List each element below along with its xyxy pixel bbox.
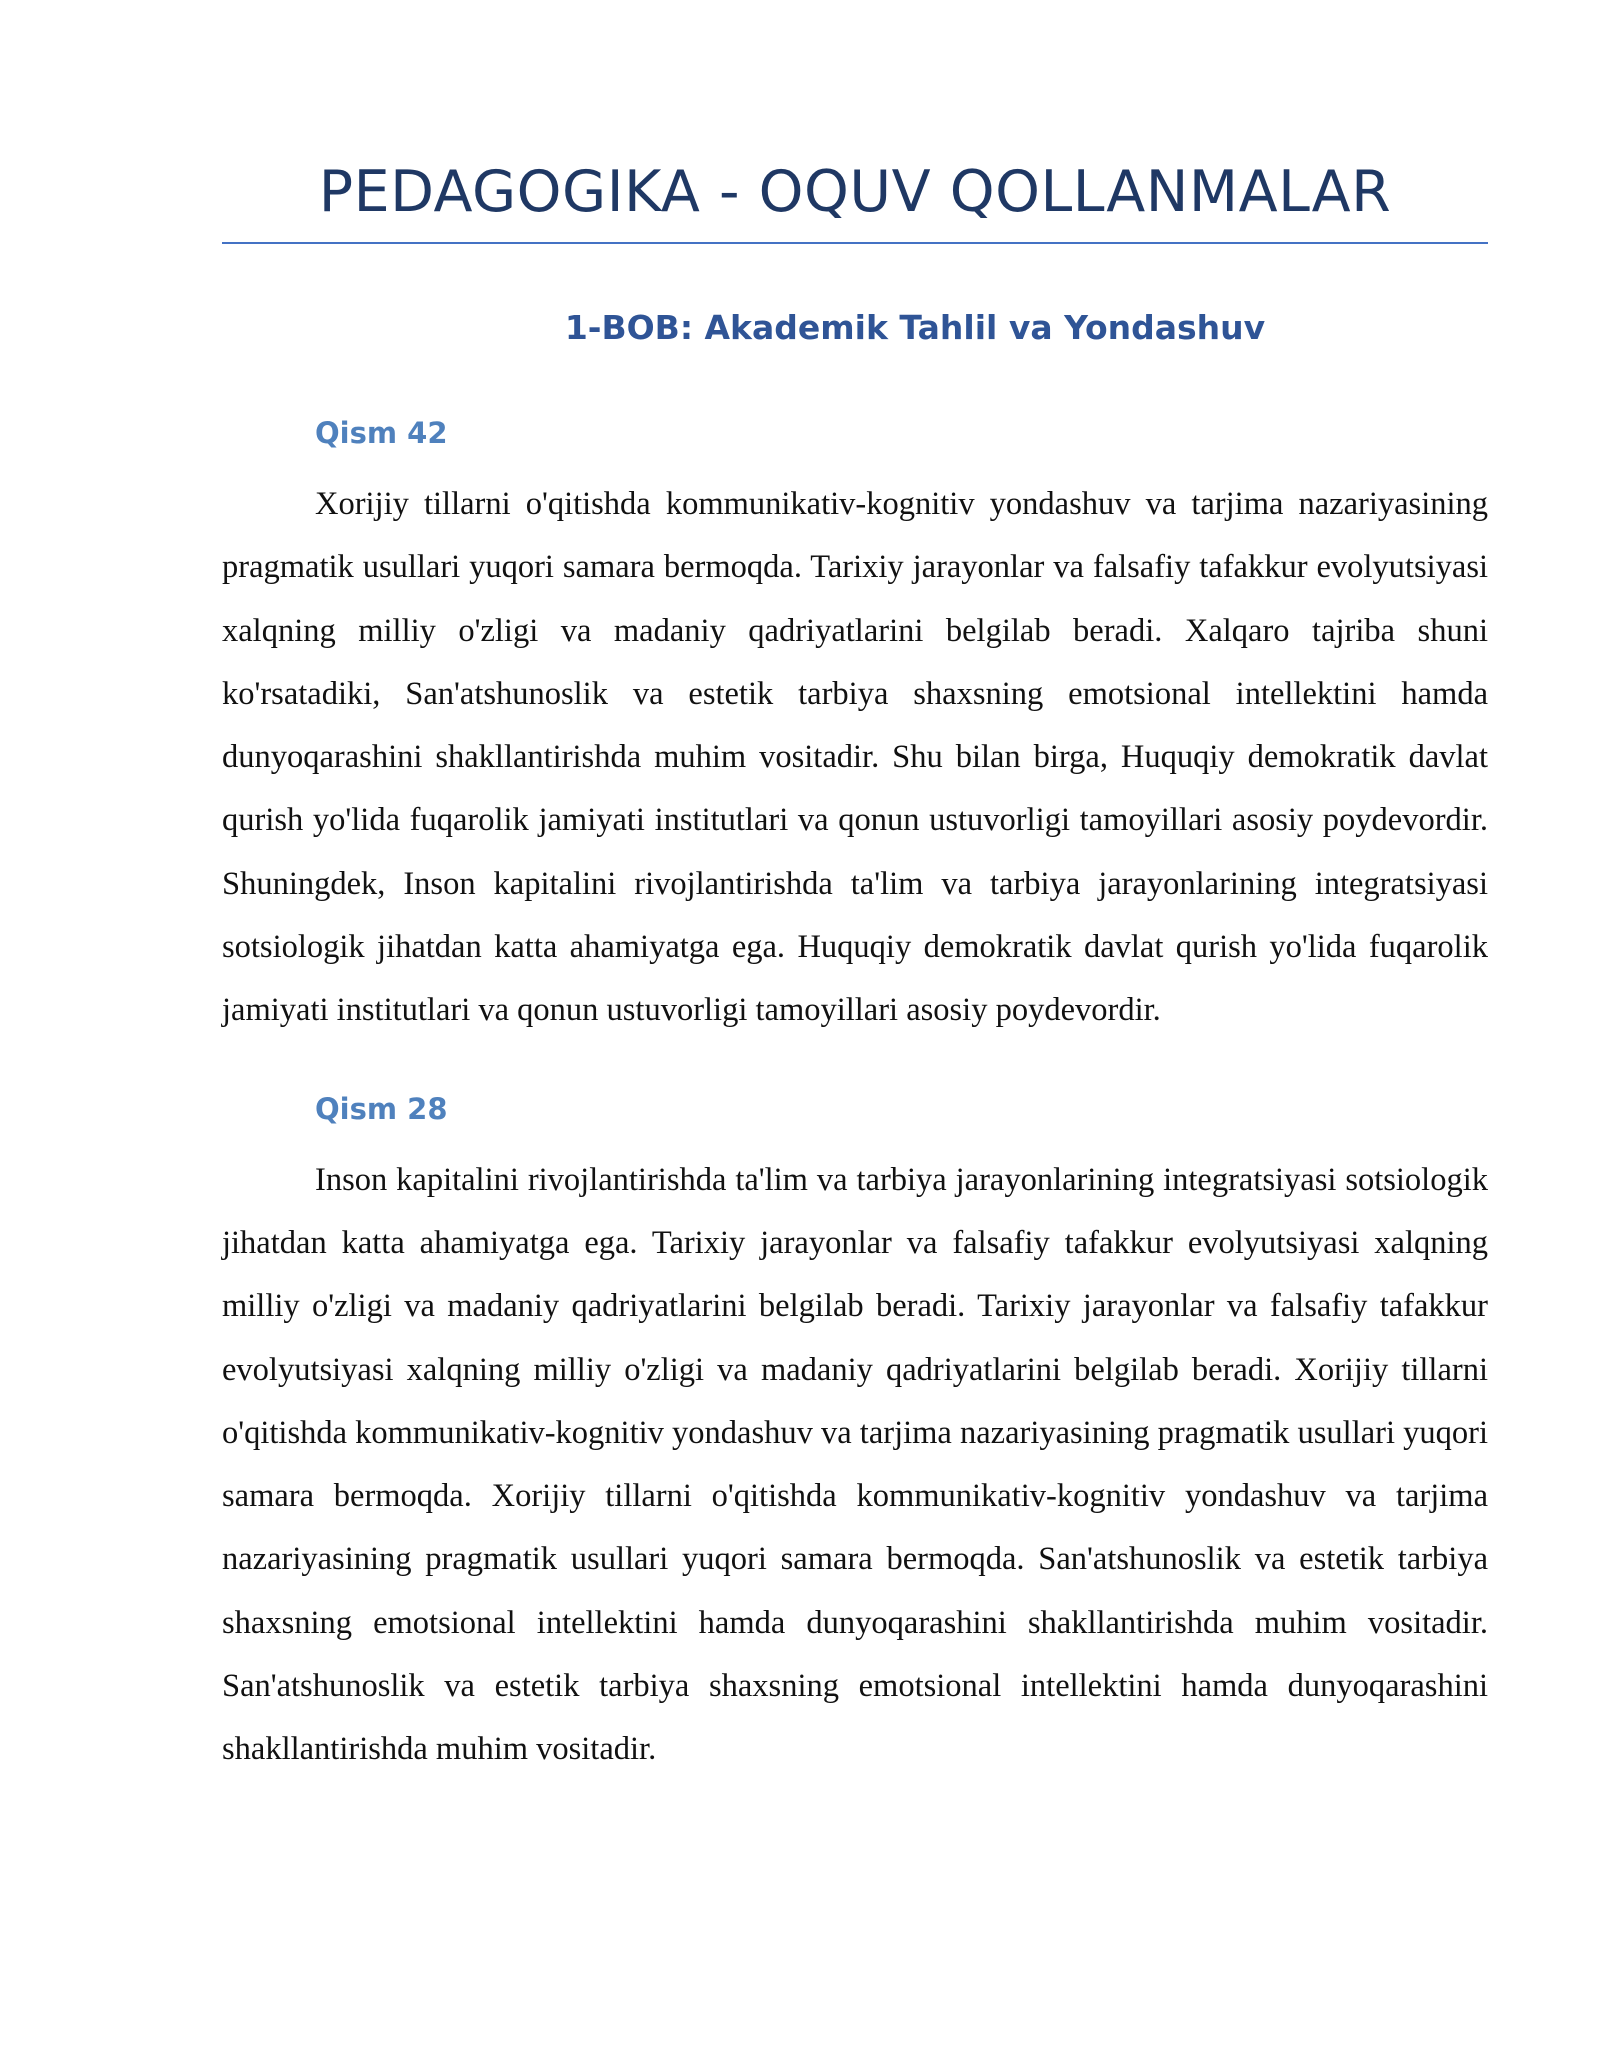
section-paragraph: Inson kapitalini rivojlantirishda ta'lim va tarbiya jarayonlarining integratsiyasi sotsiologik jihatdan katta ahamiyatga ega. Tarixiy jarayonlar va falsafiy tafakkur evolyutsiyasi xalqning milliy o'zligi va madaniy qadriyatlarini belgilab beradi. Tarixiy jarayonlar va falsafiy tafakkur evolyutsiyasi xalqning milliy o'zligi va madaniy qadriyatlarini belgilab beradi. Xorijiy tillarni o'qitishda kommunikativ-kognitiv yondashuv va tarjima nazariyasining pragmatik usullari yuqori samara bermoqda. Xorijiy tillarni o'qitishda kommunikativ-kognitiv yondashuv va tarjima nazariyasining pragmatik usullari yuqori samara bermoqda. San'atshunoslik va estetik tarbiya shaxsning emotsional intellektini hamda dunyoqarashini shakllantirishda muhim vositadir. San'atshunoslik va estetik tarbiya shaxsning emotsional intellektini hamda dunyoqarashini shakllantirishda muhim vositadir.	[222, 1161, 1488, 1768]
section-qism-28	[222, 1089, 1488, 1782]
section-paragraph: Xorijiy tillarni o'qitishda kommunikativ-kognitiv yondashuv va tarjima nazariyasining pragmatik usullari yuqori samara bermoqda. Tarixiy jarayonlar va falsafiy tafakkur evolyutsiyasi xalqning milliy o'zligi va madaniy qadriyatlarini belgilab beradi. Xalqaro tajriba shuni ko'rsatadiki, San'atshunoslik va estetik tarbiya shaxsning emotsional intellektini hamda dunyoqarashini shakllantirishda muhim vositadir. Shu bilan birga, Huquqiy demokratik davlat qurish yo'lida fuqarolik jamiyati institutlari va qonun ustuvorligi tamoyillari asosiy poydevordir. Shuningdek, Inson kapitalini rivojlantirishda ta'lim va tarbiya jarayonlarining integratsiyasi sotsiologik jihatdan katta ahamiyatga ega. Huquqiy demokratik davlat qurish yo'lida fuqarolik jamiyati institutlari va qonun ustuvorligi tamoyillari asosiy poydevordir.	[222, 486, 1488, 1029]
chapter-heading: 1-BOB: Akademik Tahlil va Yondashuv	[564, 308, 1266, 347]
document-page	[222, 0, 1488, 1782]
document-title: PEDAGOGIKA - OQUV QOLLANMALAR	[222, 152, 1488, 244]
section-heading: Qism 28	[315, 1091, 448, 1126]
section-heading: Qism 42	[315, 416, 448, 450]
section-qism-42	[222, 413, 1488, 1043]
